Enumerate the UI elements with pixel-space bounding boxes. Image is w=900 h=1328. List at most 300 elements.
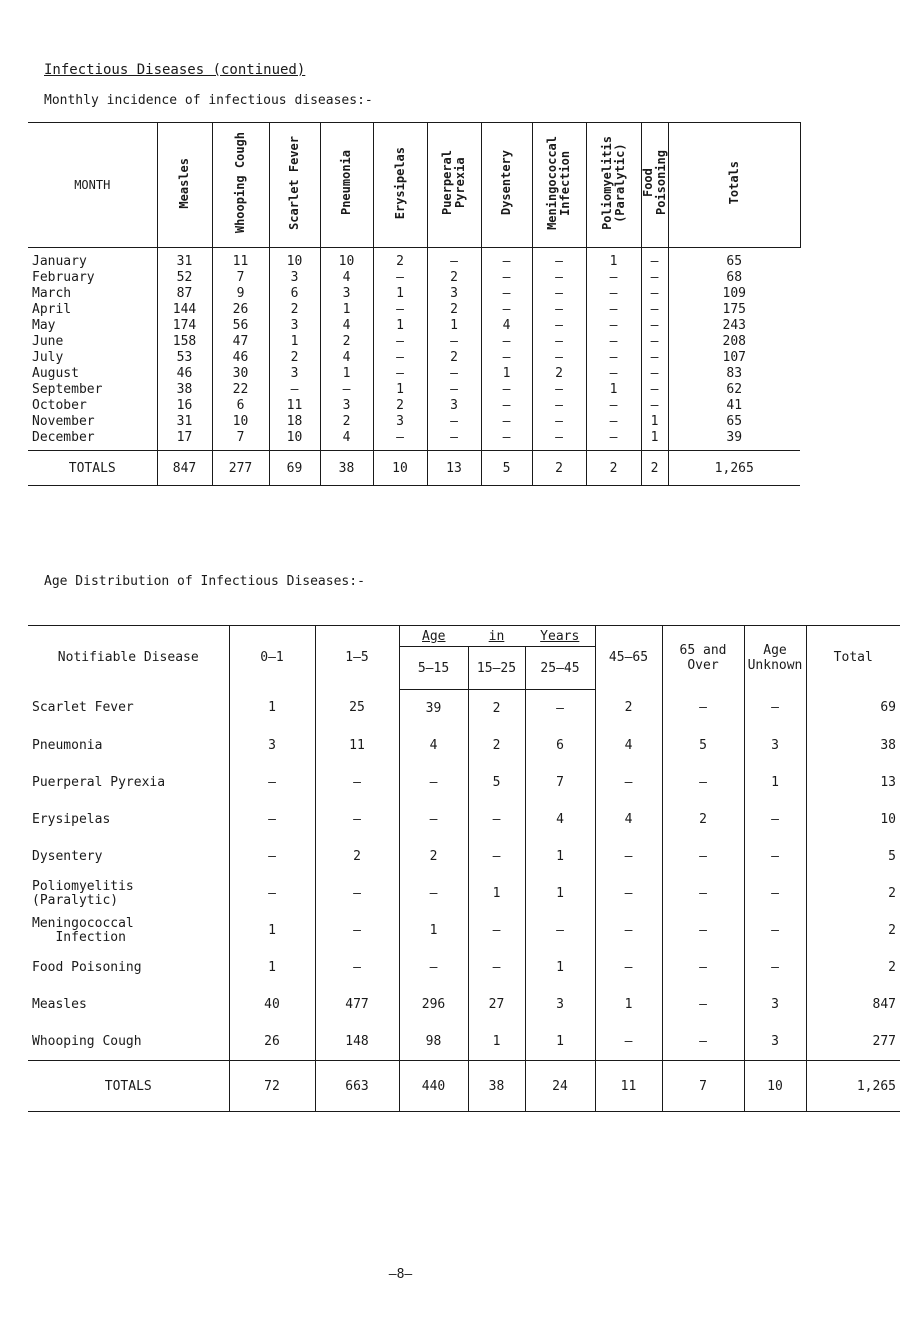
monthly-cell: – (532, 318, 586, 334)
age-cell: – (595, 838, 662, 875)
disease-name: Whooping Cough (32, 1033, 142, 1049)
monthly-cell: 109 (668, 286, 800, 302)
age-cell: – (662, 764, 744, 801)
monthly-cell: – (427, 414, 481, 430)
header-age-1-5: 1–5 (315, 626, 399, 690)
age-cell: 477 (315, 986, 399, 1023)
age-cell: – (399, 764, 468, 801)
month-name: September (32, 382, 103, 397)
age-cell: 2 (468, 690, 525, 728)
monthly-cell: – (586, 334, 641, 350)
age-cell: – (468, 838, 525, 875)
monthly-cell: 26 (212, 302, 269, 318)
monthly-cell: 46 (212, 350, 269, 366)
age-total-cell: 10 (744, 1061, 806, 1112)
age-cell: – (229, 801, 315, 838)
monthly-cell: 4 (320, 318, 373, 334)
monthly-cell: 3 (320, 286, 373, 302)
age-cell: – (662, 1023, 744, 1061)
monthly-header-cell (586, 123, 641, 248)
monthly-cell: – (586, 302, 641, 318)
monthly-cell: 38 (157, 382, 212, 398)
age-cell: – (315, 875, 399, 912)
disease-name: Measles (32, 996, 87, 1012)
monthly-row (28, 382, 800, 398)
header-age-unknown: Age Unknown (744, 626, 806, 690)
header-age-0-1: 0–1 (229, 626, 315, 690)
age-cell: 296 (399, 986, 468, 1023)
age-cell: – (399, 875, 468, 912)
month-name: October (32, 398, 87, 413)
monthly-header-label: Dysentery (499, 150, 513, 216)
monthly-cell: – (481, 302, 532, 318)
monthly-cell: – (481, 270, 532, 286)
monthly-cell: – (532, 414, 586, 430)
age-cell: 26 (229, 1023, 315, 1061)
monthly-cell: 46 (157, 366, 212, 382)
disease-name: Dysentery (32, 848, 103, 864)
monthly-cell: – (641, 334, 668, 350)
monthly-cell: – (586, 350, 641, 366)
age-cell: 27 (468, 986, 525, 1023)
monthly-cell: 10 (320, 248, 373, 271)
age-cell: 2 (315, 838, 399, 875)
monthly-header-label: Whooping Cough (233, 132, 247, 234)
age-cell: – (744, 801, 806, 838)
age-cell: – (315, 764, 399, 801)
monthly-header-cell (532, 123, 586, 248)
monthly-header-cell (157, 123, 212, 248)
monthly-cell: 2 (269, 350, 320, 366)
age-cell: 98 (399, 1023, 468, 1061)
monthly-cell: – (532, 398, 586, 414)
monthly-total-cell: 2 (586, 451, 641, 486)
age-cell: – (662, 875, 744, 912)
age-cell: 38 (806, 727, 900, 764)
age-row (28, 838, 900, 875)
age-cell: 25 (315, 690, 399, 728)
monthly-total-cell: 847 (157, 451, 212, 486)
age-cell: 4 (399, 727, 468, 764)
age-cell: – (229, 838, 315, 875)
age-cell: 3 (229, 727, 315, 764)
monthly-cell: 39 (668, 430, 800, 451)
age-cell: – (744, 949, 806, 986)
header-age-65-over: 65 and Over (662, 626, 744, 690)
disease-name: Scarlet Fever (32, 700, 134, 716)
monthly-cell: – (373, 350, 427, 366)
monthly-row (28, 286, 800, 302)
monthly-cell: 208 (668, 334, 800, 350)
month-name: August (32, 366, 79, 381)
disease-name: Pneumonia (32, 737, 103, 753)
monthly-cell: 3 (373, 414, 427, 430)
monthly-cell: – (320, 382, 373, 398)
age-cell: 1 (525, 838, 595, 875)
monthly-cell: – (641, 318, 668, 334)
monthly-cell: – (586, 398, 641, 414)
monthly-cell: 7 (212, 430, 269, 451)
age-total-cell: 11 (595, 1061, 662, 1112)
age-cell: – (229, 764, 315, 801)
age-cell: 69 (806, 690, 900, 728)
monthly-cell: 3 (269, 318, 320, 334)
monthly-cell: 3 (269, 270, 320, 286)
monthly-cell: – (586, 286, 641, 302)
age-cell: 148 (315, 1023, 399, 1061)
monthly-cell: 17 (157, 430, 212, 451)
monthly-header-cell (641, 123, 668, 248)
monthly-cell: – (586, 318, 641, 334)
header-age (399, 626, 468, 647)
age-cell: – (662, 690, 744, 728)
monthly-header-row (28, 123, 800, 248)
monthly-cell: – (586, 414, 641, 430)
monthly-cell: – (427, 430, 481, 451)
disease-name: Poliomyelitis (Paralytic) (32, 878, 134, 908)
monthly-header-label: Food Poisoning (640, 150, 668, 216)
month-name: November (32, 414, 95, 429)
age-total-cell: 72 (229, 1061, 315, 1112)
age-total-cell: 663 (315, 1061, 399, 1112)
age-cell: 1 (399, 912, 468, 949)
monthly-cell: 10 (269, 430, 320, 451)
age-cell: – (595, 949, 662, 986)
monthly-cell: 52 (157, 270, 212, 286)
monthly-cell: 2 (532, 366, 586, 382)
monthly-cell: – (641, 286, 668, 302)
age-cell: 1 (468, 875, 525, 912)
age-cell: – (525, 912, 595, 949)
monthly-cell: – (427, 334, 481, 350)
monthly-cell: – (481, 382, 532, 398)
monthly-row (28, 334, 800, 350)
age-cell: – (315, 801, 399, 838)
monthly-cell: 2 (373, 398, 427, 414)
monthly-cell: – (586, 270, 641, 286)
monthly-total-cell: 38 (320, 451, 373, 486)
age-cell: 5 (468, 764, 525, 801)
age-cell: 4 (595, 801, 662, 838)
monthly-totals-row (28, 451, 800, 486)
age-row (28, 727, 900, 764)
age-cell: 40 (229, 986, 315, 1023)
age-cell: 1 (468, 1023, 525, 1061)
monthly-cell: 107 (668, 350, 800, 366)
monthly-cell: – (427, 366, 481, 382)
age-cell: 3 (744, 727, 806, 764)
monthly-cell: 1 (641, 430, 668, 451)
age-cell: 1 (229, 690, 315, 728)
monthly-cell: 7 (212, 270, 269, 286)
age-cell: 2 (595, 690, 662, 728)
age-cell: 13 (806, 764, 900, 801)
header-in: in (468, 626, 525, 647)
monthly-cell: – (481, 286, 532, 302)
monthly-total-cell: 69 (269, 451, 320, 486)
monthly-cell: 31 (157, 414, 212, 430)
monthly-cell: – (427, 382, 481, 398)
monthly-row (28, 270, 800, 286)
age-cell: 2 (468, 727, 525, 764)
age-cell: – (315, 949, 399, 986)
header-notifiable-disease: Notifiable Disease (28, 626, 229, 690)
monthly-total-cell: 2 (532, 451, 586, 486)
monthly-cell: 2 (269, 302, 320, 318)
month-name: June (32, 334, 64, 349)
age-table-caption: Age Distribution of Infectious Diseases:- (44, 574, 365, 589)
age-cell: 4 (595, 727, 662, 764)
monthly-cell: – (481, 334, 532, 350)
monthly-cell: 1 (320, 366, 373, 382)
monthly-cell: – (532, 382, 586, 398)
monthly-table-caption: Monthly incidence of infectious diseases:- (44, 93, 373, 108)
monthly-cell: 11 (212, 248, 269, 271)
monthly-cell: – (641, 366, 668, 382)
monthly-cell: 56 (212, 318, 269, 334)
age-row (28, 801, 900, 838)
age-cell: – (744, 875, 806, 912)
age-cell: 1 (229, 949, 315, 986)
monthly-cell: – (532, 286, 586, 302)
age-cell: – (595, 1023, 662, 1061)
monthly-cell: 175 (668, 302, 800, 318)
monthly-row (28, 318, 800, 334)
age-cell: 2 (806, 875, 900, 912)
age-total-cell: 24 (525, 1061, 595, 1112)
disease-name: Meningococcal Infection (32, 915, 134, 945)
monthly-cell: 3 (320, 398, 373, 414)
disease-name: Puerperal Pyrexia (32, 774, 166, 790)
age-cell: – (468, 912, 525, 949)
month-name: May (32, 318, 56, 333)
monthly-cell: – (532, 302, 586, 318)
header-age-15-25: 15–25 (468, 647, 525, 690)
header-total: Total (806, 626, 900, 690)
monthly-cell: 2 (320, 334, 373, 350)
monthly-cell: 65 (668, 248, 800, 271)
monthly-header-label: Pneumonia (339, 150, 353, 216)
page-number: –8– (388, 1267, 413, 1282)
age-cell: – (744, 690, 806, 728)
age-totals-row (28, 1061, 900, 1112)
monthly-cell: – (532, 334, 586, 350)
age-total-cell: 7 (662, 1061, 744, 1112)
age-row (28, 690, 900, 728)
monthly-cell: 3 (269, 366, 320, 382)
monthly-header-cell (320, 123, 373, 248)
monthly-cell: 62 (668, 382, 800, 398)
monthly-header-cell (668, 123, 800, 248)
monthly-header-cell (373, 123, 427, 248)
monthly-cell: – (641, 350, 668, 366)
monthly-cell: 1 (641, 414, 668, 430)
monthly-cell: 10 (212, 414, 269, 430)
monthly-cell: 243 (668, 318, 800, 334)
monthly-cell: – (641, 302, 668, 318)
monthly-cell: 3 (427, 398, 481, 414)
age-cell: 1 (525, 1023, 595, 1061)
page-title: Infectious Diseases (continued) (44, 62, 306, 78)
monthly-cell: – (481, 398, 532, 414)
month-name: February (32, 270, 95, 285)
age-cell: – (595, 875, 662, 912)
monthly-cell: 6 (212, 398, 269, 414)
age-cell: 10 (806, 801, 900, 838)
monthly-cell: 47 (212, 334, 269, 350)
monthly-cell: – (373, 430, 427, 451)
age-cell: – (662, 912, 744, 949)
monthly-header-cell (212, 123, 269, 248)
monthly-cell: 11 (269, 398, 320, 414)
age-cell: 3 (744, 1023, 806, 1061)
monthly-cell: – (481, 414, 532, 430)
monthly-row (28, 366, 800, 382)
age-row (28, 912, 900, 949)
monthly-cell: – (532, 270, 586, 286)
age-total-cell: 1,265 (806, 1061, 900, 1112)
monthly-cell: 4 (320, 270, 373, 286)
age-cell: – (229, 875, 315, 912)
monthly-cell: 87 (157, 286, 212, 302)
monthly-row (28, 430, 800, 451)
monthly-cell: – (373, 366, 427, 382)
monthly-cell: – (373, 302, 427, 318)
month-name: December (32, 430, 95, 445)
monthly-cell: 22 (212, 382, 269, 398)
monthly-row (28, 350, 800, 366)
age-cell: 1 (595, 986, 662, 1023)
header-age-label: Age (422, 628, 446, 644)
totals-label: TOTALS (28, 1061, 229, 1112)
monthly-cell: 4 (481, 318, 532, 334)
monthly-cell: – (427, 248, 481, 271)
age-distribution-table (28, 625, 900, 1112)
age-cell: 7 (525, 764, 595, 801)
monthly-total-cell: 13 (427, 451, 481, 486)
monthly-cell: 53 (157, 350, 212, 366)
monthly-cell: – (532, 248, 586, 271)
age-row (28, 875, 900, 912)
monthly-cell: 4 (320, 430, 373, 451)
age-cell: 847 (806, 986, 900, 1023)
monthly-total-cell: 5 (481, 451, 532, 486)
age-cell: 4 (525, 801, 595, 838)
monthly-header-label: Meningococcal Infection (545, 136, 572, 230)
age-cell: 1 (229, 912, 315, 949)
monthly-total-cell: 2 (641, 451, 668, 486)
monthly-cell: 144 (157, 302, 212, 318)
disease-name: Food Poisoning (32, 959, 142, 975)
age-cell: – (468, 949, 525, 986)
monthly-cell: 18 (269, 414, 320, 430)
age-cell: 5 (662, 727, 744, 764)
monthly-cell: 3 (427, 286, 481, 302)
age-cell: – (595, 764, 662, 801)
monthly-cell: 10 (269, 248, 320, 271)
monthly-cell: 31 (157, 248, 212, 271)
monthly-cell: 83 (668, 366, 800, 382)
monthly-cell: 158 (157, 334, 212, 350)
age-cell: 2 (806, 912, 900, 949)
age-row (28, 764, 900, 801)
age-cell: 3 (525, 986, 595, 1023)
age-cell: – (662, 838, 744, 875)
monthly-cell: – (373, 334, 427, 350)
monthly-cell: – (373, 270, 427, 286)
age-cell: – (595, 912, 662, 949)
monthly-header-label: Totals (726, 161, 741, 205)
monthly-cell: – (586, 366, 641, 382)
monthly-cell: 2 (427, 270, 481, 286)
header-age-25-45: 25–45 (525, 647, 595, 690)
header-age-45-65: 45–65 (595, 626, 662, 690)
age-cell: 2 (806, 949, 900, 986)
monthly-cell: 1 (586, 248, 641, 271)
age-cell: – (468, 801, 525, 838)
month-name: July (32, 350, 64, 365)
monthly-cell: 9 (212, 286, 269, 302)
monthly-total-cell: 277 (212, 451, 269, 486)
monthly-cell: 6 (269, 286, 320, 302)
age-total-cell: 440 (399, 1061, 468, 1112)
age-cell: – (662, 986, 744, 1023)
monthly-row (28, 414, 800, 430)
age-cell: 1 (744, 764, 806, 801)
monthly-incidence-table (28, 122, 801, 486)
age-cell: 277 (806, 1023, 900, 1061)
month-name: April (32, 302, 72, 317)
monthly-header-label: Puerperal Pyrexia (440, 150, 467, 216)
header-years: Years (525, 626, 595, 647)
monthly-header-cell (427, 123, 481, 248)
monthly-row (28, 398, 800, 414)
monthly-cell: 1 (373, 318, 427, 334)
monthly-header-cell: MONTH (28, 123, 157, 248)
monthly-cell: 41 (668, 398, 800, 414)
monthly-cell: 4 (320, 350, 373, 366)
monthly-cell: 65 (668, 414, 800, 430)
monthly-cell: 1 (373, 286, 427, 302)
age-cell: 2 (399, 838, 468, 875)
monthly-cell: – (532, 430, 586, 451)
age-cell: – (399, 801, 468, 838)
age-cell: – (744, 838, 806, 875)
header-age-5-15: 5–15 (399, 647, 468, 690)
monthly-cell: 174 (157, 318, 212, 334)
monthly-cell: 1 (481, 366, 532, 382)
age-cell: – (315, 912, 399, 949)
monthly-cell: 2 (320, 414, 373, 430)
monthly-cell: 2 (427, 302, 481, 318)
monthly-cell: 68 (668, 270, 800, 286)
age-cell: 1 (525, 949, 595, 986)
age-cell: 6 (525, 727, 595, 764)
monthly-cell: – (641, 248, 668, 271)
monthly-header-cell (481, 123, 532, 248)
disease-name: Erysipelas (32, 811, 111, 827)
age-row (28, 1023, 900, 1061)
monthly-cell: 2 (373, 248, 427, 271)
month-name: March (32, 286, 72, 301)
age-cell: – (744, 912, 806, 949)
monthly-cell: – (481, 248, 532, 271)
age-cell: 11 (315, 727, 399, 764)
monthly-cell: 30 (212, 366, 269, 382)
monthly-cell: 1 (373, 382, 427, 398)
monthly-cell: – (269, 382, 320, 398)
age-cell: – (525, 690, 595, 728)
